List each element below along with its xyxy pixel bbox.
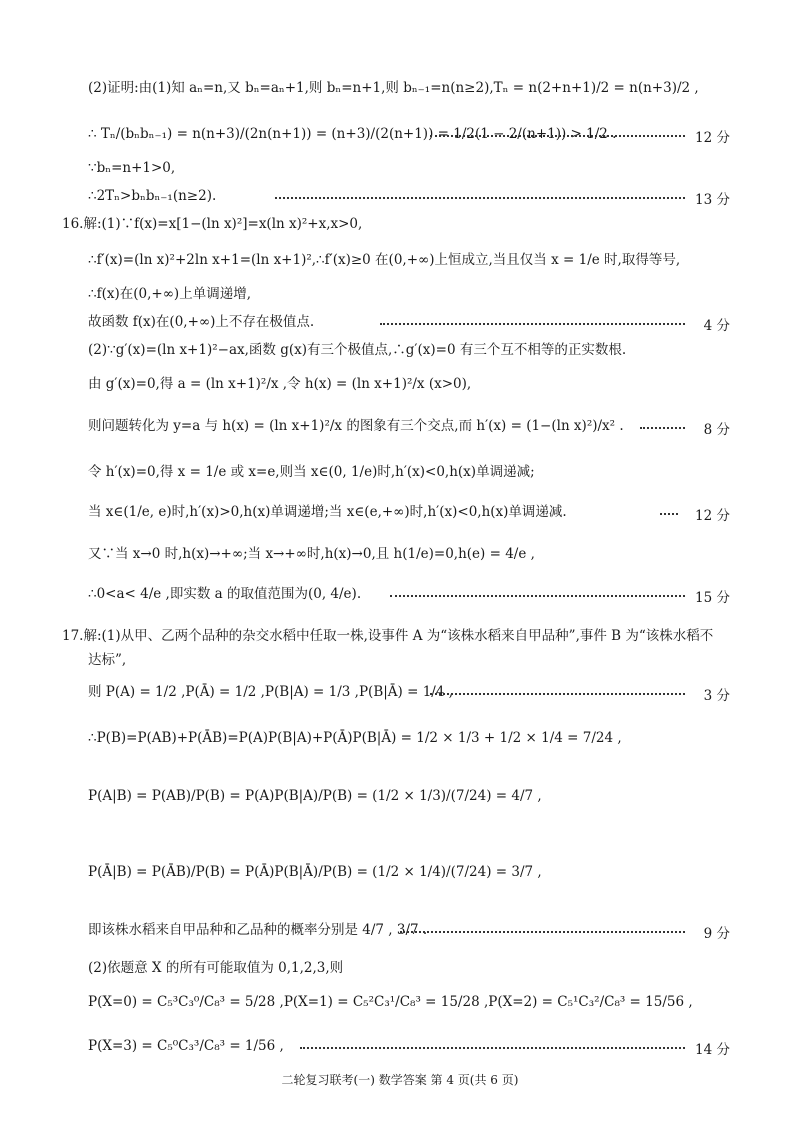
answer-line	[0, 118, 800, 152]
answer-line	[0, 578, 800, 612]
answer-text: (2)依题意 X 的所有可能取值为 0,1,2,3,则	[88, 960, 344, 976]
answer-text: ∴P(B)=P(AB)+P(ĀB)=P(A)P(B|A)+P(Ā)P(B|Ā) = 1/2 × 1/3 + 1/2 × 1/4 = 7/24 ,	[88, 730, 622, 746]
answer-text: 又∵当 x→0 时,h(x)→+∞;当 x→+∞时,h(x)→0,且 h(1/e)=0,h(e) = 4/e ,	[88, 546, 535, 562]
leader-dots	[300, 1047, 685, 1049]
leader-dots	[660, 513, 678, 515]
answer-text: 即该株水稻来自甲品种和乙品种的概率分别是 4/7 , 3/7 .	[88, 922, 428, 938]
answer-line	[0, 496, 800, 530]
score-label: 12 分	[695, 130, 730, 146]
score-label: 4 分	[703, 318, 730, 334]
answer-text: 当 x∈(1/e, e)时,h′(x)>0,h(x)单调递增;当 x∈(e,+∞)时,h′(x)<0,h(x)单调递减.	[88, 504, 567, 520]
answer-line	[0, 676, 800, 710]
answer-line	[0, 368, 800, 402]
answer-line	[0, 952, 800, 986]
score-label: 3 分	[703, 688, 730, 704]
answer-text: (2)∵g′(x)=(ln x+1)²−ax,函数 g(x)有三个极值点,∴g′(x)=0 有三个互不相等的正实数根.	[88, 342, 627, 358]
answer-text: 则 P(A) = 1/2 ,P(Ā) = 1/2 ,P(B|A) = 1/3 ,P(B|Ā) = 1/4 ,	[88, 684, 454, 700]
answer-text: 17.解:(1)从甲、乙两个品种的杂交水稻中任取一株,设事件 A 为“该株水稻来自甲品种”,事件 B 为“该株水稻不	[62, 628, 714, 644]
answer-line	[0, 1030, 800, 1064]
answer-line	[0, 986, 800, 1020]
answer-line	[0, 856, 800, 890]
leader-dots	[275, 197, 685, 199]
leader-dots	[640, 427, 685, 429]
answer-line	[0, 72, 800, 106]
leader-dots	[390, 595, 685, 597]
answer-text: ∴ Tₙ/(bₙbₙ₋₁) = n(n+3)/(2n(n+1)) = (n+3)/(2(n+1)) = 1/2(1 − 2/(n+1)) > 1/2 .	[88, 126, 617, 142]
answer-line	[0, 334, 800, 368]
answer-text: ∴0<a< 4/e ,即实数 a 的取值范围为(0, 4/e).	[88, 586, 362, 602]
score-label: 14 分	[695, 1042, 730, 1058]
answer-text: P(X=0) = C₅³C₃⁰/C₈³ = 5/28 ,P(X=1) = C₅²C₃¹/C₈³ = 15/28 ,P(X=2) = C₅¹C₃²/C₈³ = 15/56 ,	[88, 994, 693, 1010]
answer-line	[0, 244, 800, 278]
leader-dots	[380, 323, 685, 325]
answer-line	[0, 914, 800, 948]
answer-text: P(Ā|B) = P(ĀB)/P(B) = P(Ā)P(B|Ā)/P(B) = (1/2 × 1/4)/(7/24) = 3/7 ,	[88, 864, 542, 880]
answer-text: 达标”,	[88, 652, 127, 668]
score-label: 15 分	[695, 590, 730, 606]
answer-line	[0, 644, 800, 678]
answer-text: 故函数 f(x)在(0,+∞)上不存在极值点.	[88, 314, 315, 330]
score-label: 12 分	[695, 508, 730, 524]
score-label: 13 分	[695, 192, 730, 208]
answer-text: P(A|B) = P(AB)/P(B) = P(A)P(B|A)/P(B) = (1/2 × 1/3)/(7/24) = 4/7 ,	[88, 788, 542, 804]
answer-text: ∵bₙ=n+1>0,	[88, 160, 176, 176]
answer-text: ∴f′(x)=(ln x)²+2ln x+1=(ln x+1)²,∴f′(x)≥0 在(0,+∞)上恒成立,当且仅当 x = 1/e 时,取得等号,	[88, 252, 681, 268]
answer-text: 令 h′(x)=0,得 x = 1/e 或 x=e,则当 x∈(0, 1/e)时,h′(x)<0,h(x)单调递减;	[88, 464, 535, 480]
answer-line	[0, 780, 800, 814]
answer-text: 16.解:(1)∵f(x)=x[1−(ln x)²]=x(ln x)²+x,x>0,	[62, 216, 363, 232]
answer-text: (2)证明:由(1)知 aₙ=n,又 bₙ=aₙ+1,则 bₙ=n+1,则 bₙ₋₁=n(n≥2),Tₙ = n(2+n+1)/2 = n(n+3)/2 ,	[88, 80, 699, 96]
answer-line	[0, 456, 800, 490]
answer-line	[0, 538, 800, 572]
leader-dots	[400, 931, 685, 933]
answer-text: ∴f(x)在(0,+∞)上单调递增,	[88, 286, 251, 302]
score-label: 9 分	[703, 926, 730, 942]
leader-dots	[430, 135, 685, 137]
score-label: 8 分	[703, 422, 730, 438]
leader-dots	[430, 693, 685, 695]
answer-line	[0, 410, 800, 444]
page-footer: 二轮复习联考(一) 数学答案 第 4 页(共 6 页)	[281, 1073, 519, 1087]
answer-text: 则问题转化为 y=a 与 h(x) = (ln x+1)²/x 的图象有三个交点,而 h′(x) = (1−(ln x)²)/x² .	[88, 418, 624, 434]
answer-text: 由 g′(x)=0,得 a = (ln x+1)²/x ,令 h(x) = (ln x+1)²/x (x>0),	[88, 376, 472, 392]
answer-line	[0, 722, 800, 756]
answer-line	[0, 208, 800, 242]
answer-text: ∴2Tₙ>bₙbₙ₋₁(n≥2).	[88, 188, 217, 204]
answer-text: P(X=3) = C₅⁰C₃³/C₈³ = 1/56 ,	[88, 1038, 284, 1054]
